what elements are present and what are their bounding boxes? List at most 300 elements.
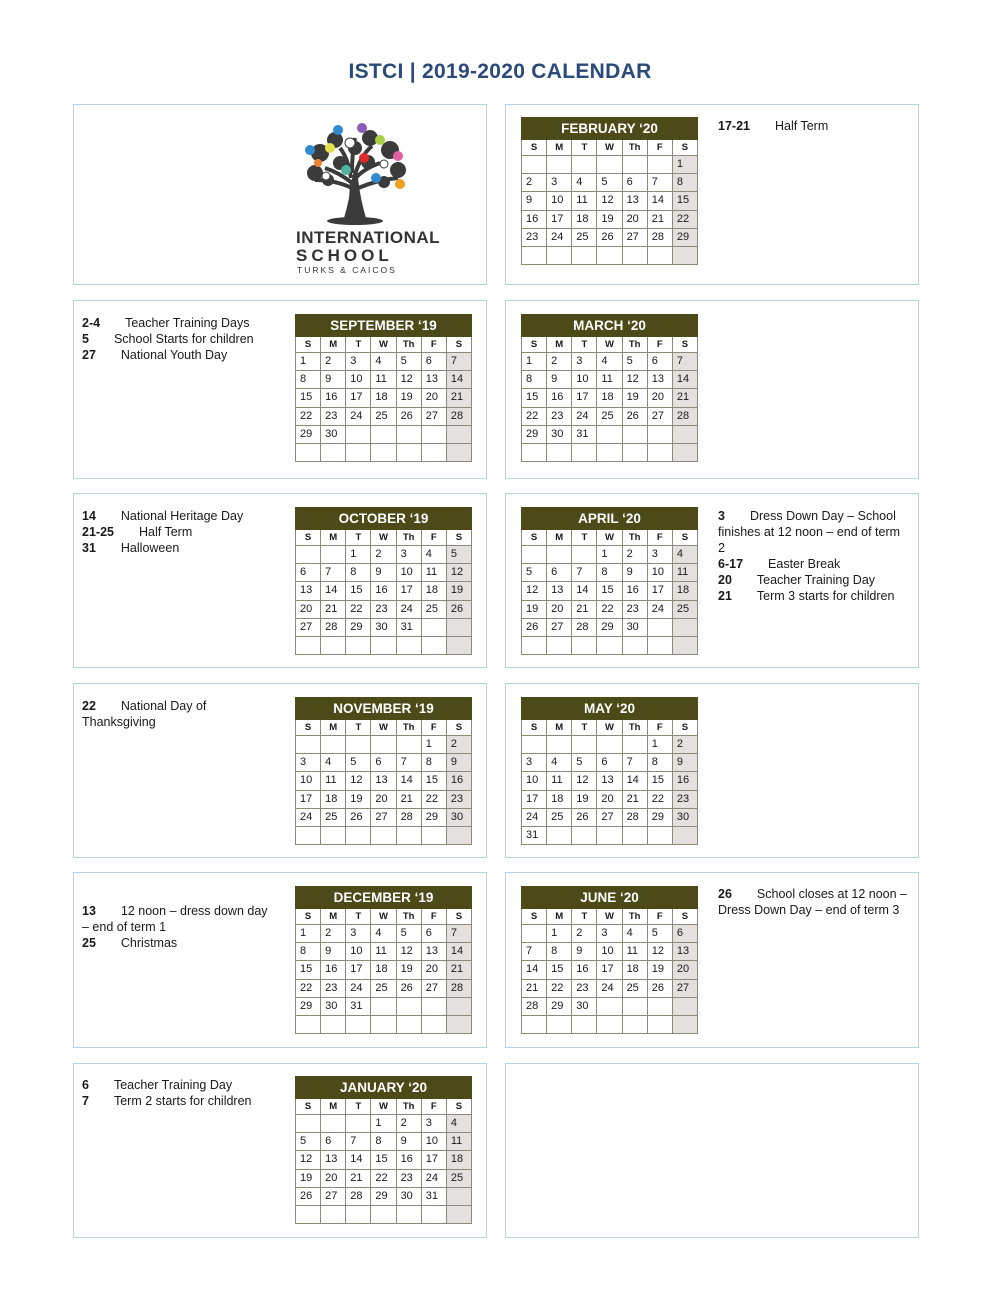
day-cell <box>597 1015 622 1033</box>
day-cell <box>346 443 371 461</box>
day-cell: 30 <box>572 997 597 1015</box>
day-cell: 28 <box>346 1187 371 1205</box>
day-cell: 23 <box>522 228 547 246</box>
day-cell <box>547 826 572 844</box>
note-item <box>82 1093 272 1109</box>
weekday-header: S <box>672 720 697 736</box>
day-cell: 20 <box>622 210 647 228</box>
day-cell: 27 <box>296 618 321 636</box>
day-cell <box>396 826 421 844</box>
note-item <box>82 1077 272 1093</box>
weekday-header: T <box>346 1099 371 1115</box>
day-cell: 9 <box>446 754 471 772</box>
day-cell: 10 <box>346 371 371 389</box>
day-cell <box>522 736 547 754</box>
note-date: 20 <box>718 573 732 587</box>
day-cell <box>672 636 697 654</box>
day-cell: 21 <box>396 790 421 808</box>
weekday-header: F <box>647 140 672 156</box>
weekday-header: W <box>371 337 396 353</box>
day-cell: 26 <box>572 808 597 826</box>
day-cell: 21 <box>672 389 697 407</box>
day-cell <box>396 1015 421 1033</box>
day-cell: 20 <box>421 389 446 407</box>
day-cell: 4 <box>622 925 647 943</box>
day-cell: 24 <box>647 600 672 618</box>
day-cell: 10 <box>522 772 547 790</box>
weekday-header: T <box>572 337 597 353</box>
day-cell: 8 <box>296 943 321 961</box>
day-cell: 5 <box>622 353 647 371</box>
day-cell <box>647 618 672 636</box>
weekday-header: Th <box>622 530 647 546</box>
day-cell: 12 <box>597 192 622 210</box>
month-title: APRIL ‘20 <box>522 508 698 530</box>
calendar-mar <box>521 314 698 462</box>
week-row <box>522 826 698 844</box>
day-cell: 23 <box>547 407 572 425</box>
day-cell: 22 <box>296 407 321 425</box>
notes-dec <box>82 903 272 951</box>
week-row <box>296 1133 472 1151</box>
day-cell <box>547 1015 572 1033</box>
note-date: 14 <box>82 509 96 523</box>
day-cell: 23 <box>672 790 697 808</box>
day-cell: 4 <box>421 546 446 564</box>
day-cell: 29 <box>296 425 321 443</box>
day-cell: 20 <box>321 1169 346 1187</box>
day-cell: 27 <box>547 618 572 636</box>
week-row <box>296 425 472 443</box>
day-cell <box>321 826 346 844</box>
note-date: 17-21 <box>718 119 750 133</box>
week-row <box>522 564 698 582</box>
day-cell: 13 <box>371 772 396 790</box>
day-cell: 7 <box>672 353 697 371</box>
week-row <box>296 582 472 600</box>
day-cell: 6 <box>647 353 672 371</box>
week-row <box>522 546 698 564</box>
week-row <box>522 961 698 979</box>
day-cell: 1 <box>371 1115 396 1133</box>
day-cell <box>346 736 371 754</box>
day-cell: 17 <box>647 582 672 600</box>
week-row <box>296 1015 472 1033</box>
day-cell <box>296 443 321 461</box>
month-title: DECEMBER ‘19 <box>296 887 472 909</box>
day-cell: 21 <box>522 979 547 997</box>
day-cell: 9 <box>622 564 647 582</box>
day-cell: 26 <box>396 979 421 997</box>
note-item <box>82 331 272 347</box>
day-cell: 29 <box>647 808 672 826</box>
day-cell: 25 <box>421 600 446 618</box>
day-cell: 15 <box>296 961 321 979</box>
day-cell <box>396 443 421 461</box>
day-cell <box>421 826 446 844</box>
day-cell: 12 <box>396 943 421 961</box>
day-cell <box>622 1015 647 1033</box>
day-cell: 19 <box>346 790 371 808</box>
day-cell <box>672 1015 697 1033</box>
note-date: 6-17 <box>718 557 744 571</box>
weekday-header: M <box>321 337 346 353</box>
day-cell: 22 <box>647 790 672 808</box>
week-row <box>522 790 698 808</box>
day-cell <box>396 736 421 754</box>
month-title: OCTOBER ‘19 <box>296 508 472 530</box>
day-cell: 8 <box>547 943 572 961</box>
notes-jun <box>718 886 911 918</box>
day-cell <box>421 443 446 461</box>
day-cell: 3 <box>346 925 371 943</box>
weekday-header: S <box>446 530 471 546</box>
day-cell: 18 <box>371 389 396 407</box>
week-row <box>522 371 698 389</box>
day-cell: 23 <box>321 407 346 425</box>
day-cell: 9 <box>396 1133 421 1151</box>
day-cell: 7 <box>446 925 471 943</box>
day-cell: 15 <box>346 582 371 600</box>
note-item <box>718 588 908 604</box>
day-cell: 8 <box>522 371 547 389</box>
day-cell <box>647 443 672 461</box>
week-row <box>296 1115 472 1133</box>
day-cell: 21 <box>647 210 672 228</box>
day-cell <box>446 636 471 654</box>
week-row <box>296 564 472 582</box>
day-cell <box>672 443 697 461</box>
weekday-header: S <box>446 1099 471 1115</box>
weekday-header: S <box>672 140 697 156</box>
day-cell <box>647 246 672 264</box>
week-row <box>522 156 698 174</box>
week-row <box>296 618 472 636</box>
day-cell: 18 <box>672 582 697 600</box>
weekday-header: Th <box>396 530 421 546</box>
note-text: National Day of Thanksgiving <box>82 699 210 729</box>
week-row <box>296 790 472 808</box>
weekday-header: M <box>321 909 346 925</box>
day-cell: 14 <box>647 192 672 210</box>
calendar-oct <box>295 507 472 655</box>
day-cell: 18 <box>321 790 346 808</box>
day-cell: 4 <box>321 754 346 772</box>
weekday-header: Th <box>396 720 421 736</box>
weekday-header: S <box>446 909 471 925</box>
day-cell <box>296 1115 321 1133</box>
day-cell: 7 <box>446 353 471 371</box>
weekday-header: M <box>547 140 572 156</box>
week-row <box>522 210 698 228</box>
day-cell <box>421 1015 446 1033</box>
day-cell: 10 <box>396 564 421 582</box>
day-cell: 14 <box>622 772 647 790</box>
weekday-header: M <box>547 337 572 353</box>
day-cell: 5 <box>647 925 672 943</box>
day-cell <box>672 246 697 264</box>
day-cell <box>396 636 421 654</box>
weekday-header: W <box>597 140 622 156</box>
day-cell: 20 <box>547 600 572 618</box>
day-cell: 22 <box>672 210 697 228</box>
week-row <box>296 600 472 618</box>
note-item <box>82 935 272 951</box>
day-cell: 31 <box>421 1187 446 1205</box>
day-cell: 6 <box>421 353 446 371</box>
calendar-jun <box>521 886 698 1034</box>
day-cell <box>597 156 622 174</box>
day-cell <box>296 546 321 564</box>
day-cell: 29 <box>371 1187 396 1205</box>
day-cell: 4 <box>672 546 697 564</box>
day-cell: 6 <box>321 1133 346 1151</box>
day-cell: 18 <box>446 1151 471 1169</box>
day-cell <box>572 246 597 264</box>
day-cell <box>597 425 622 443</box>
note-text: School Starts for children <box>88 332 254 346</box>
day-cell: 19 <box>597 210 622 228</box>
day-cell: 2 <box>672 736 697 754</box>
day-cell: 11 <box>371 371 396 389</box>
day-cell: 18 <box>572 210 597 228</box>
day-cell: 16 <box>622 582 647 600</box>
day-cell <box>296 636 321 654</box>
note-text: Easter Break <box>743 557 841 571</box>
day-cell: 18 <box>622 961 647 979</box>
day-cell: 16 <box>572 961 597 979</box>
day-cell: 29 <box>547 997 572 1015</box>
note-item <box>718 886 911 918</box>
weekday-header: M <box>321 1099 346 1115</box>
day-cell: 28 <box>396 808 421 826</box>
day-cell: 24 <box>597 979 622 997</box>
day-cell <box>421 425 446 443</box>
day-cell: 2 <box>396 1115 421 1133</box>
note-date: 21-25 <box>82 525 114 539</box>
day-cell: 22 <box>371 1169 396 1187</box>
day-cell: 27 <box>672 979 697 997</box>
day-cell: 3 <box>421 1115 446 1133</box>
day-cell: 12 <box>522 582 547 600</box>
day-cell <box>572 826 597 844</box>
day-cell: 22 <box>421 790 446 808</box>
day-cell <box>321 1115 346 1133</box>
day-cell: 2 <box>446 736 471 754</box>
day-cell <box>622 636 647 654</box>
weekday-header: W <box>371 530 396 546</box>
week-row <box>522 443 698 461</box>
weekday-header: F <box>647 337 672 353</box>
day-cell: 16 <box>547 389 572 407</box>
day-cell <box>371 736 396 754</box>
day-cell: 19 <box>647 961 672 979</box>
note-date: 13 <box>82 904 96 918</box>
week-row <box>296 371 472 389</box>
day-cell: 6 <box>547 564 572 582</box>
day-cell: 30 <box>446 808 471 826</box>
day-cell: 27 <box>321 1187 346 1205</box>
day-cell <box>647 156 672 174</box>
day-cell: 3 <box>547 174 572 192</box>
note-text: National Youth Day <box>95 348 228 362</box>
weekday-header: Th <box>396 909 421 925</box>
note-item <box>718 508 908 556</box>
day-cell: 26 <box>346 808 371 826</box>
day-cell: 19 <box>572 790 597 808</box>
day-cell: 25 <box>446 1169 471 1187</box>
note-item <box>718 118 908 134</box>
day-cell: 28 <box>672 407 697 425</box>
day-cell <box>371 443 396 461</box>
day-cell: 18 <box>371 961 396 979</box>
day-cell: 14 <box>321 582 346 600</box>
day-cell <box>321 1205 346 1223</box>
day-cell: 15 <box>522 389 547 407</box>
day-cell <box>547 636 572 654</box>
day-cell: 25 <box>547 808 572 826</box>
weekday-header: T <box>572 909 597 925</box>
day-cell: 16 <box>672 772 697 790</box>
calendar-dec <box>295 886 472 1034</box>
day-cell: 6 <box>296 564 321 582</box>
day-cell <box>446 826 471 844</box>
day-cell <box>647 826 672 844</box>
day-cell <box>547 546 572 564</box>
day-cell: 20 <box>647 389 672 407</box>
day-cell: 7 <box>622 754 647 772</box>
day-cell <box>597 997 622 1015</box>
day-cell: 21 <box>622 790 647 808</box>
weekday-header: M <box>547 909 572 925</box>
day-cell: 27 <box>421 407 446 425</box>
weekday-header: Th <box>396 337 421 353</box>
note-date: 5 <box>82 332 89 346</box>
week-row <box>522 582 698 600</box>
month-title: JUNE ‘20 <box>522 887 698 909</box>
day-cell: 1 <box>672 156 697 174</box>
month-title: SEPTEMBER ‘19 <box>296 315 472 337</box>
day-cell: 15 <box>647 772 672 790</box>
day-cell <box>647 997 672 1015</box>
day-cell: 18 <box>597 389 622 407</box>
weekday-header: W <box>597 909 622 925</box>
day-cell <box>446 997 471 1015</box>
day-cell: 23 <box>371 600 396 618</box>
weekday-header: F <box>421 909 446 925</box>
day-cell: 24 <box>421 1169 446 1187</box>
note-item <box>82 508 272 524</box>
day-cell: 17 <box>572 389 597 407</box>
day-cell <box>321 736 346 754</box>
weekday-header: Th <box>622 140 647 156</box>
note-text: Dress Down Day – School finishes at 12 noon – end of term 2 <box>718 509 904 555</box>
day-cell: 8 <box>421 754 446 772</box>
day-cell: 28 <box>622 808 647 826</box>
day-cell: 8 <box>647 754 672 772</box>
day-cell <box>296 1015 321 1033</box>
week-row <box>522 600 698 618</box>
day-cell: 13 <box>547 582 572 600</box>
week-row <box>296 636 472 654</box>
week-row <box>296 1151 472 1169</box>
week-row <box>296 443 472 461</box>
month-title: MAY ‘20 <box>522 698 698 720</box>
day-cell: 14 <box>446 371 471 389</box>
weekday-header: M <box>547 720 572 736</box>
day-cell: 31 <box>522 826 547 844</box>
day-cell: 19 <box>622 389 647 407</box>
calendar-apr <box>521 507 698 655</box>
day-cell: 17 <box>396 582 421 600</box>
day-cell: 15 <box>672 192 697 210</box>
weekday-header: S <box>296 530 321 546</box>
day-cell <box>296 1205 321 1223</box>
day-cell <box>321 546 346 564</box>
day-cell: 7 <box>346 1133 371 1151</box>
day-cell: 11 <box>672 564 697 582</box>
week-row <box>296 943 472 961</box>
weekday-header: F <box>647 530 672 546</box>
weekday-header: M <box>547 530 572 546</box>
day-cell <box>647 425 672 443</box>
day-cell <box>346 1015 371 1033</box>
day-cell <box>321 636 346 654</box>
note-date: 31 <box>82 541 96 555</box>
day-cell: 25 <box>371 979 396 997</box>
day-cell: 8 <box>296 371 321 389</box>
day-cell <box>622 246 647 264</box>
week-row <box>522 736 698 754</box>
week-row <box>296 961 472 979</box>
week-row <box>296 808 472 826</box>
day-cell: 6 <box>597 754 622 772</box>
day-cell: 10 <box>296 772 321 790</box>
day-cell: 9 <box>672 754 697 772</box>
day-cell: 17 <box>346 389 371 407</box>
day-cell <box>522 1015 547 1033</box>
day-cell: 10 <box>547 192 572 210</box>
note-text: Teacher Training Days <box>100 316 250 330</box>
day-cell: 15 <box>547 961 572 979</box>
day-cell: 30 <box>321 997 346 1015</box>
week-row <box>296 1205 472 1223</box>
day-cell <box>572 636 597 654</box>
weekday-header: S <box>522 909 547 925</box>
day-cell: 7 <box>522 943 547 961</box>
day-cell: 19 <box>396 389 421 407</box>
day-cell: 21 <box>321 600 346 618</box>
note-text: Term 2 starts for children <box>88 1094 252 1108</box>
day-cell <box>522 156 547 174</box>
day-cell <box>446 1205 471 1223</box>
day-cell: 10 <box>346 943 371 961</box>
weekday-header: T <box>572 140 597 156</box>
day-cell <box>622 736 647 754</box>
day-cell: 24 <box>547 228 572 246</box>
note-date: 7 <box>82 1094 89 1108</box>
day-cell: 13 <box>622 192 647 210</box>
day-cell: 16 <box>446 772 471 790</box>
day-cell: 8 <box>672 174 697 192</box>
weekday-header: T <box>572 720 597 736</box>
calendar-jan <box>295 1076 472 1224</box>
note-item <box>718 556 908 572</box>
day-cell: 1 <box>296 925 321 943</box>
weekday-header: F <box>421 1099 446 1115</box>
day-cell: 25 <box>321 808 346 826</box>
day-cell: 17 <box>597 961 622 979</box>
